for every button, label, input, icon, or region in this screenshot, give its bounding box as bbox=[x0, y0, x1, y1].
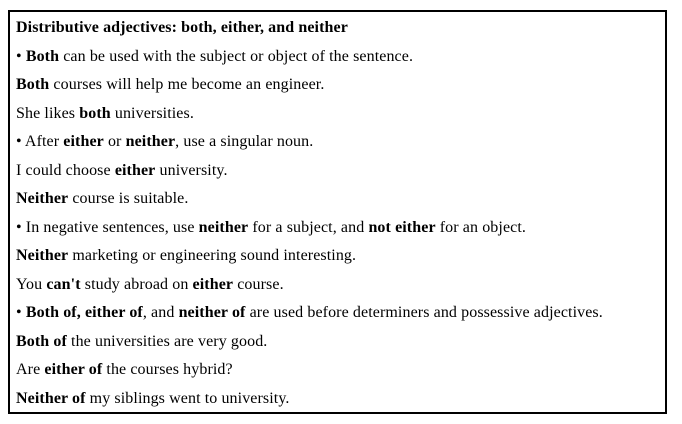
text-segment: for an object. bbox=[435, 218, 526, 236]
text-segment: university. bbox=[155, 161, 228, 179]
text-segment: , use a singular noun. bbox=[175, 133, 314, 151]
text-line bbox=[16, 299, 655, 328]
text-segment: can be used with the subject or object of the sentence. bbox=[59, 47, 414, 65]
text-segment: the universities are very good. bbox=[66, 332, 268, 350]
text-line bbox=[16, 356, 655, 385]
bold-text-segment: Both bbox=[25, 47, 60, 65]
text-line bbox=[16, 242, 655, 271]
text-line bbox=[16, 157, 655, 186]
text-segment: You bbox=[16, 275, 47, 293]
bold-text-segment: either bbox=[63, 133, 104, 151]
text-line bbox=[16, 271, 655, 300]
text-line bbox=[16, 43, 655, 72]
text-segment: I could choose bbox=[16, 161, 115, 179]
text-segment: for a subject, and bbox=[248, 218, 369, 236]
text-segment: courses will help me become an engineer. bbox=[49, 76, 325, 94]
text-segment: are used before determiners and possessive adjectives. bbox=[245, 304, 603, 322]
text-segment: course is suitable. bbox=[68, 190, 189, 208]
bold-text-segment: Neither bbox=[16, 247, 69, 265]
text-line bbox=[16, 185, 655, 214]
bold-text-segment: Distributive adjectives: both, either, and neither bbox=[16, 19, 348, 37]
text-segment: • In negative sentences, use bbox=[16, 218, 199, 236]
bold-text-segment: can't bbox=[46, 275, 81, 293]
text-segment: • bbox=[16, 47, 26, 65]
text-segment: She likes bbox=[16, 104, 80, 122]
box-title-line bbox=[16, 14, 655, 43]
text-segment: marketing or engineering sound interesting. bbox=[68, 247, 357, 265]
text-segment: • After bbox=[16, 133, 64, 151]
bold-text-segment: Both of bbox=[16, 332, 67, 350]
text-segment: , and bbox=[142, 304, 179, 322]
text-line bbox=[16, 71, 655, 100]
text-segment: or bbox=[103, 133, 126, 151]
bold-text-segment: not either bbox=[368, 218, 436, 236]
bold-text-segment: both bbox=[79, 104, 111, 122]
text-segment: • bbox=[16, 304, 26, 322]
text-line bbox=[16, 214, 655, 243]
bold-text-segment: Neither bbox=[16, 190, 69, 208]
text-segment: Are bbox=[16, 361, 45, 379]
bold-text-segment: neither bbox=[198, 218, 249, 236]
bold-text-segment: either of bbox=[44, 361, 103, 379]
bold-text-segment: either bbox=[192, 275, 234, 293]
text-line bbox=[16, 128, 655, 157]
bold-text-segment: Both bbox=[16, 76, 50, 94]
text-line bbox=[16, 100, 655, 129]
text-segment: universities. bbox=[110, 104, 194, 122]
bold-text-segment: either bbox=[114, 161, 156, 179]
text-line bbox=[16, 328, 655, 357]
bold-text-segment: neither bbox=[125, 133, 176, 151]
text-segment: the courses hybrid? bbox=[102, 361, 233, 379]
bold-text-segment: Neither of bbox=[16, 389, 86, 407]
text-line bbox=[16, 385, 655, 414]
text-segment: study abroad on bbox=[80, 275, 193, 293]
text-segment: my siblings went to university. bbox=[85, 389, 290, 407]
bold-text-segment: neither of bbox=[178, 304, 246, 322]
bold-text-segment: Both of, either of bbox=[25, 304, 143, 322]
grammar-rules-box bbox=[8, 10, 667, 414]
text-segment: course. bbox=[233, 275, 284, 293]
